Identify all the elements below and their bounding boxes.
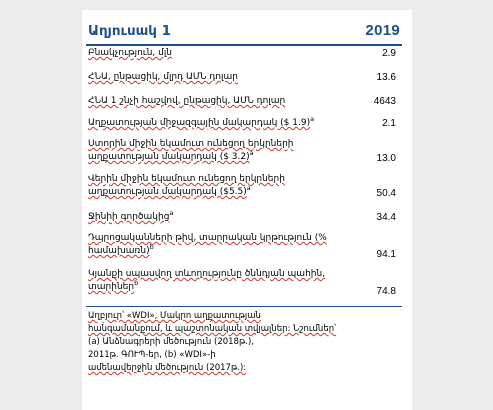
row-value: 4643 <box>373 96 396 107</box>
row-value: 34.4 <box>376 212 396 223</box>
row-label: Ջինիի գործակից <box>88 212 170 222</box>
note-line: ամենավերջին մեծություն (2017թ.): <box>88 363 247 373</box>
row-label: ՀՆԱ, ընթացիկ, մլրդ ԱՄՆ դոլար <box>88 72 238 82</box>
row-value: 2.1 <box>382 118 396 129</box>
note-line: (a) Անձնագրերի մեծություն (2018թ.), <box>88 337 254 347</box>
source-note <box>88 310 388 375</box>
row-label: ՀՆԱ 1 շնչի հաշվով, ընթացիկ, ԱՄՆ դոլար <box>88 96 286 106</box>
row-value: 13.0 <box>376 153 396 164</box>
row-value: 74.8 <box>376 286 396 297</box>
footnote-marker: b <box>134 279 139 287</box>
footer-rule <box>86 306 402 307</box>
row-label: Վերին միջին եկամուտ ունեցող երկրների աղքատության մակարդակ ($5.5) <box>88 174 285 197</box>
footnote-marker: b <box>149 243 154 251</box>
row-value: 50.4 <box>376 188 396 199</box>
note-line: 2011թ. ԳՈՒՊ-եր, (b) «WDI»-ի <box>88 350 216 360</box>
row-value: 2.9 <box>382 48 396 59</box>
footnote-marker: a <box>249 149 254 157</box>
table-header <box>88 22 400 39</box>
row-label: Աղքատության միջազգային մակարդակ ($ 1.9) <box>88 118 311 128</box>
row-label: Ստորին միջին եկամուտ ունեցող երկրների աղքատության մակարդակ ($ 3.2) <box>88 139 294 162</box>
document-page <box>82 10 412 410</box>
footnote-marker: a <box>169 209 174 217</box>
row-value: 94.1 <box>376 249 396 260</box>
row-label: Կյանքի սպասվող տևողությունը ծննդյան պահին, տարիներ <box>88 269 326 292</box>
row-value: 13.6 <box>376 72 396 83</box>
footnote-marker: a <box>246 184 251 192</box>
note-line: հանգամանքում, և պաշտոնական տվյալներ: Նշումներ՝ <box>88 324 337 334</box>
header-rule <box>86 44 402 46</box>
table-title: Աղյուսակ 1 <box>88 23 172 39</box>
table-year: 2019 <box>365 22 400 39</box>
row-label: Բնակչություն, մլն <box>88 48 172 58</box>
note-line: Աղբյուր՝ «WDI», Մակրո աղքատության <box>88 311 261 321</box>
footnote-marker: a <box>310 115 315 123</box>
row-label: Դպրոցականների թիվ, տարրական կրթություն (% համախառն) <box>88 233 327 256</box>
